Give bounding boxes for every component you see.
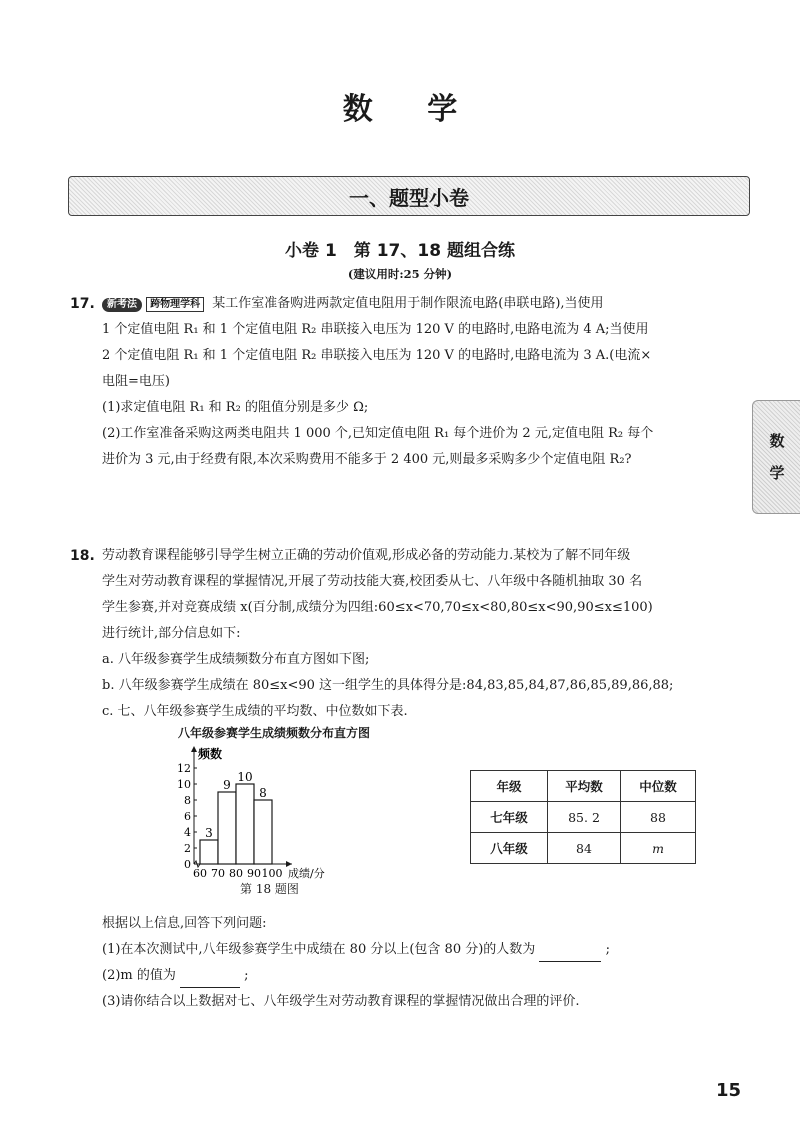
x-tick-label: 90 (247, 867, 261, 880)
x-tick-label: 70 (211, 867, 225, 880)
bar-value-label: 9 (223, 778, 231, 792)
y-tick-label: 2 (184, 842, 191, 855)
page-title: 数 学 (342, 92, 480, 127)
q17-text-1: 某工作室准备购进两款定值电阻用于制作限流电路(串联电路),当使用 (212, 296, 604, 311)
q18-line-1: 劳动教育课程能够引导学生树立正确的劳动价值观,形成必备的劳动能力.某校为了解不同年级 (102, 548, 631, 563)
q17-line-4: 电阻=电压) (102, 374, 170, 389)
q17-line-1 (102, 292, 604, 316)
time-hint: (建议用时:25 分钟) (347, 267, 453, 281)
table-cell-mean: 84 (548, 833, 621, 864)
q18-question-2-text: (2)m 的值为 (102, 968, 176, 983)
histogram-bar (218, 792, 236, 864)
q18-info-b: b. 八年级参赛学生成绩在 80≤x<90 这一组学生的具体得分是:84,83,85,84,87,86,85,89,86,88; (102, 678, 674, 693)
y-axis-label: 频数 (198, 747, 223, 761)
q18-info-a: a. 八年级参赛学生成绩频数分布直方图如下图; (102, 652, 370, 667)
table-cell-mean: 85. 2 (548, 802, 621, 833)
chart-title: 八年级参赛学生成绩频数分布直方图 (178, 726, 371, 740)
x-tick-label: 100 (261, 867, 283, 880)
bar-value-label: 8 (259, 786, 267, 800)
histogram-bar (254, 800, 272, 864)
figure-caption: 第 18 题图 (240, 882, 299, 896)
x-axis-label: 成绩/分 (288, 867, 325, 880)
quiz-title: 小卷 1 第 17、18 题组合练 (285, 241, 515, 261)
q18-line-2: 学生对劳动教育课程的掌握情况,开展了劳动技能大赛,校团委从七、八年级中各随机抽取 30 名 (102, 574, 643, 589)
side-tab-char-1: 数 (769, 432, 785, 450)
q17-part-2-line-1: (2)工作室准备采购这两类电阻共 1 000 个,已知定值电阻 R₁ 每个进价为 2 元,定值电阻 R₂ 每个 (102, 426, 654, 441)
histogram-chart (168, 744, 368, 880)
score-table (470, 770, 696, 864)
q17-line-2: 1 个定值电阻 R₁ 和 1 个定值电阻 R₂ 串联接入电压为 120 V 的电路时,电路电流为 4 A;当使用 (102, 322, 649, 337)
q18-question-1-text: (1)在本次测试中,八年级参赛学生中成绩在 80 分以上(包含 80 分)的人数为 (102, 942, 536, 957)
table-cell-grade: 七年级 (471, 802, 548, 833)
table-cell-median: m (621, 833, 696, 864)
x-tick-label: 60 (193, 867, 207, 880)
q18-line-3: 学生参赛,并对竞赛成绩 x(百分制,成绩分为四组:60≤x<70,70≤x<80,80≤x<90,90≤x≤100) (102, 600, 653, 615)
table-cell-median: 88 (621, 802, 696, 833)
side-tab-char-2: 学 (769, 464, 785, 482)
histogram-bar (200, 840, 218, 864)
y-tick-label: 10 (177, 778, 191, 791)
q18-question-3: (3)请你结合以上数据对七、八年级学生对劳动教育课程的掌握情况做出合理的评价. (102, 994, 580, 1009)
y-tick-label: 6 (184, 810, 191, 823)
side-tab-math (752, 400, 800, 514)
q18-question-1-suffix: ; (605, 942, 610, 957)
y-tick-label: 4 (184, 826, 191, 839)
q17-line-3: 2 个定值电阻 R₁ 和 1 个定值电阻 R₂ 串联接入电压为 120 V 的电路时,电路电流为 3 A.(电流× (102, 348, 652, 363)
table-cell-grade: 八年级 (471, 833, 548, 864)
table-row (471, 833, 696, 864)
y-tick-label: 8 (184, 794, 191, 807)
y-axis-arrow (191, 746, 197, 752)
table-header-mean: 平均数 (548, 771, 621, 802)
q17-number: 17. (70, 296, 95, 312)
y-tick-label: 0 (184, 858, 191, 871)
table-header-grade: 年级 (471, 771, 548, 802)
section-banner (68, 176, 750, 216)
histogram-bar (236, 784, 254, 864)
q18-question-1 (102, 938, 610, 962)
q17-part-2-line-2: 进价为 3 元,由于经费有限,本次采购费用不能多于 2 400 元,则最多采购多少个定值电阻 R₂? (102, 452, 632, 467)
table-row (471, 802, 696, 833)
q18-question-2 (102, 964, 249, 988)
table-header-median: 中位数 (621, 771, 696, 802)
tag-cross-subject: 跨物理学科 (146, 297, 204, 312)
q18-prompt: 根据以上信息,回答下列问题: (102, 916, 267, 931)
answer-blank-1[interactable] (539, 945, 601, 962)
section-banner-text: 一、题型小卷 (349, 185, 469, 210)
tag-new-method: 新考法 (102, 298, 142, 312)
table-header-row (471, 771, 696, 802)
page-number: 15 (716, 1080, 742, 1101)
x-tick-label: 80 (229, 867, 243, 880)
bar-value-label: 10 (237, 770, 253, 784)
q18-number: 18. (70, 548, 95, 564)
q17-part-1: (1)求定值电阻 R₁ 和 R₂ 的阻值分别是多少 Ω; (102, 400, 369, 415)
y-tick-label: 12 (177, 762, 191, 775)
q18-info-c: c. 七、八年级参赛学生成绩的平均数、中位数如下表. (102, 704, 408, 719)
answer-blank-2[interactable] (180, 971, 240, 988)
q18-line-4: 进行统计,部分信息如下: (102, 626, 241, 641)
bar-value-label: 3 (205, 826, 213, 840)
q18-question-2-suffix: ; (244, 968, 249, 983)
